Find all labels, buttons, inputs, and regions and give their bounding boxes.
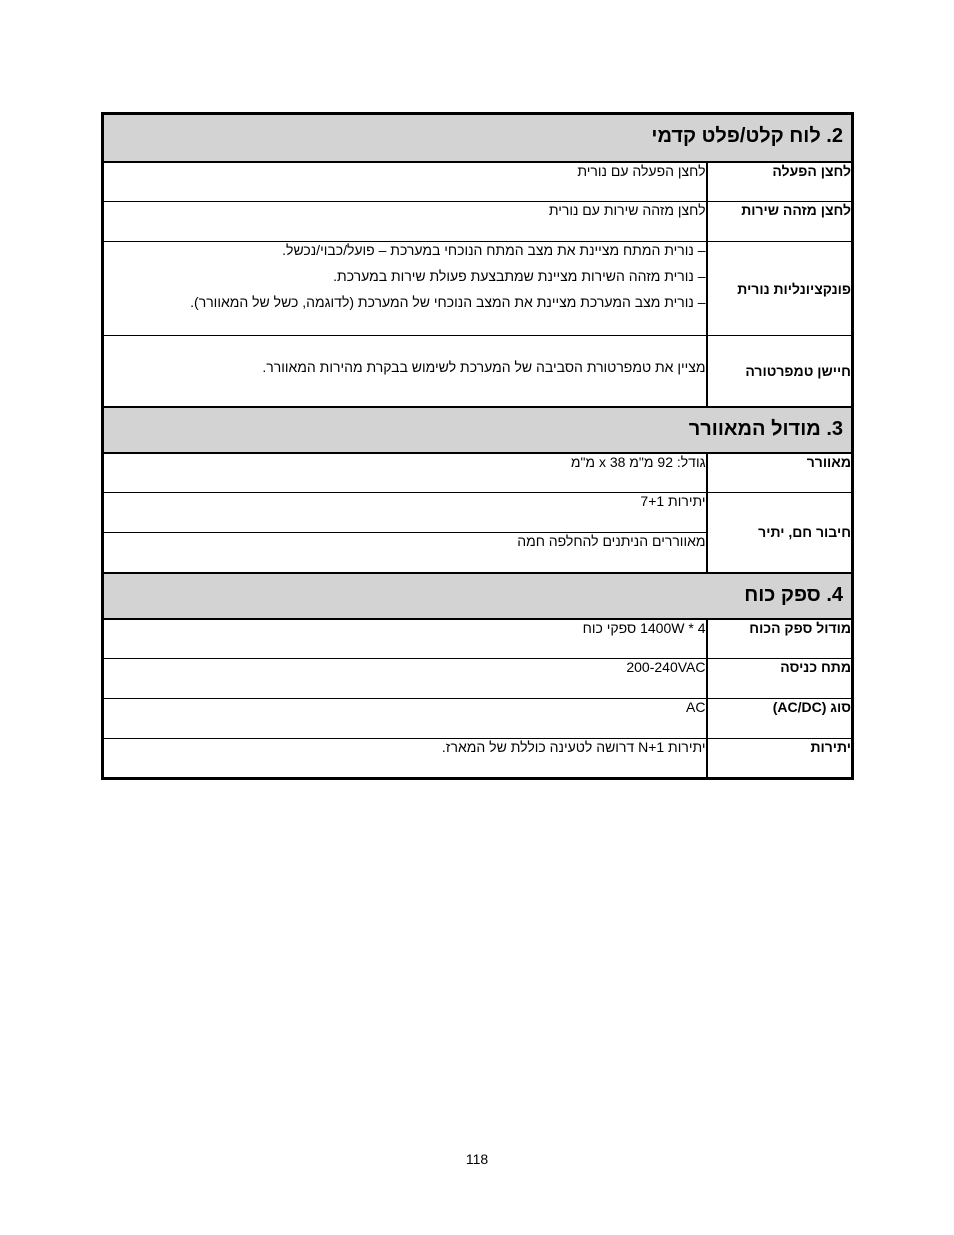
- spec-table: [101, 112, 854, 780]
- row-value: גודל: 92 מ"מ x 38 מ"מ: [103, 453, 707, 493]
- table-row: [103, 242, 853, 336]
- section-header-fan-module: [103, 407, 853, 453]
- row-value: יתירות 7+1: [103, 493, 707, 533]
- table-row: [103, 699, 853, 739]
- table-row: [103, 493, 853, 533]
- row-label: מתח כניסה: [707, 659, 853, 699]
- list-item: – נורית המתח מציינת את מצב המתח הנוכחי במערכת – פועל/כבוי/נכשל.: [282, 242, 706, 258]
- section-header-power-supply: [103, 573, 853, 619]
- row-value: מציין את טמפרטורת הסביבה של המערכת לשימוש בבקרת מהירות המאוורר.: [103, 336, 707, 407]
- row-label: חיבור חם, יתיר: [707, 493, 853, 573]
- list-item: – נורית מזהה השירות מציינת שמתבצעת פעולת שירות במערכת.: [333, 268, 706, 284]
- table-row: [103, 619, 853, 659]
- table-row: [103, 453, 853, 493]
- section-header-front-panel: [103, 114, 853, 162]
- row-value: 200-240VAC: [103, 659, 707, 699]
- row-label: חיישן טמפרטורה: [707, 336, 853, 407]
- row-value: 4 * 1400W ספקי כוח: [103, 619, 707, 659]
- section-title: 3. מודול המאוורר: [103, 407, 853, 453]
- table-row: [103, 162, 853, 202]
- row-label: לחצן מזהה שירות: [707, 202, 853, 242]
- row-label: לחצן הפעלה: [707, 162, 853, 202]
- page-number: 118: [465, 1151, 489, 1167]
- row-label: פונקציונליות נורית: [707, 242, 853, 336]
- row-value: מאווררים הניתנים להחלפה חמה: [103, 533, 707, 573]
- row-value: לחצן הפעלה עם נורית: [103, 162, 707, 202]
- table-row: [103, 202, 853, 242]
- row-label: יתירות: [707, 739, 853, 779]
- section-title: 2. לוח קלט/פלט קדמי: [103, 114, 853, 162]
- row-value: AC: [103, 699, 707, 739]
- row-label: סוג (AC/DC): [707, 699, 853, 739]
- section-title: 4. ספק כוח: [103, 573, 853, 619]
- row-label: מאוורר: [707, 453, 853, 493]
- list-item: – נורית מצב המערכת מציינת את המצב הנוכחי של המערכת (לדוגמה, כשל של המאוורר).: [190, 294, 706, 310]
- row-label: מודול ספק הכוח: [707, 619, 853, 659]
- row-value: לחצן מזהה שירות עם נורית: [103, 202, 707, 242]
- table-row: [103, 739, 853, 779]
- row-value: יתירות N+1 דרושה לטעינה כוללת של המארז.: [103, 739, 707, 779]
- table-row: [103, 659, 853, 699]
- row-value-list: [103, 242, 707, 336]
- table-row: [103, 336, 853, 407]
